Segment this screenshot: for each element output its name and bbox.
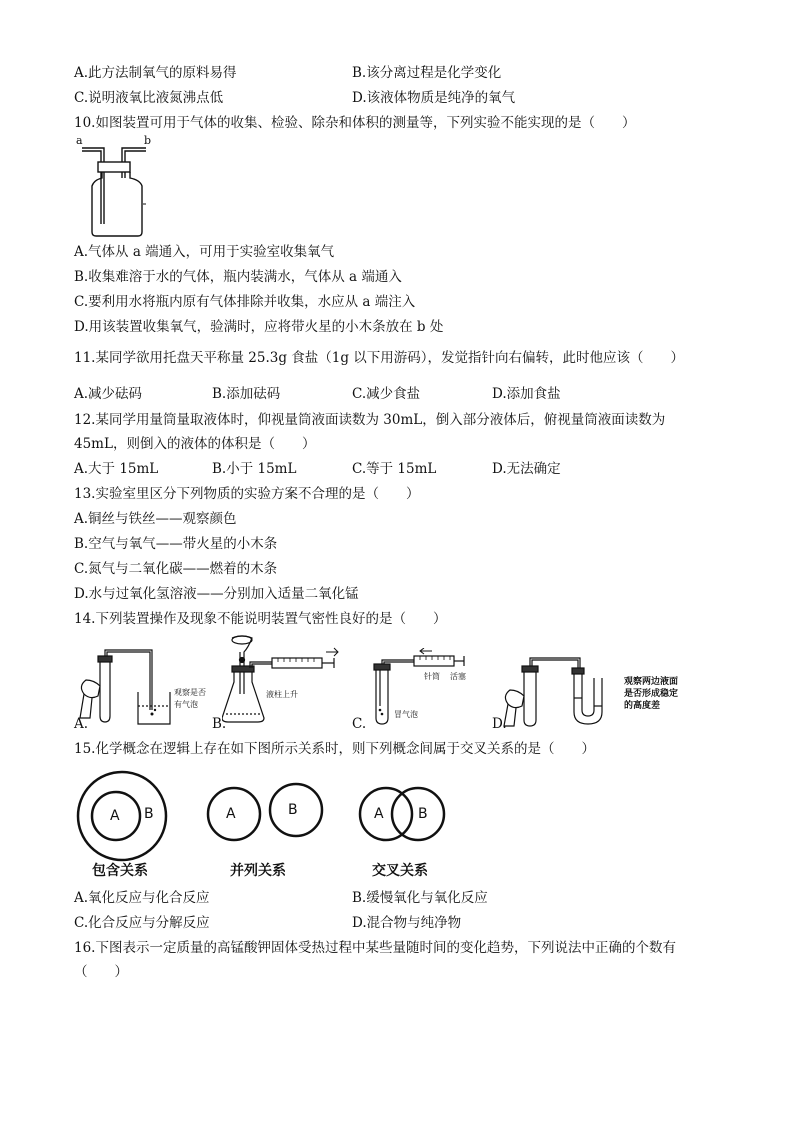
venn-inclusion [74,770,174,880]
q11-option-b: B.添加砝码 [212,386,281,402]
q12-option-b: B.小于 15mL [212,461,297,477]
q16-stem-line2: （ ） [74,964,128,980]
caption-bubbling: 冒气泡 [394,710,418,719]
caption-needle: 针筒 [424,672,440,681]
q13-option-d: D.水与过氧化氢溶液——分别加入适量二氧化锰 [74,586,359,602]
q13-option-c: C.氮气与二氧化碳——燃着的木条 [74,561,278,577]
caption-height-diff: 的高度差 [624,701,661,711]
q16-stem-line1: 16.下图表示一定质量的高锰酸钾固体受热过程中某些量随时间的变化趋势，下列说法中正确的个数有 [74,940,676,956]
q13-stem: 13.实验室里区分下列物质的实验方案不合理的是（ ） [74,486,420,502]
venn-inclusion-label: 包含关系 [92,863,148,879]
caption-observe: 观察是否 [174,688,206,697]
caption-bubbles: 有气泡 [174,700,198,709]
q12-stem-line2: 45mL，则倒入的液体的体积是（ ） [74,436,316,452]
q10-option-d: D.用该装置收集氧气，验满时，应将带火星的小木条放在 b 处 [74,319,444,335]
q12-option-c: C.等于 15mL [352,461,437,477]
q11-option-a: A.减少砝码 [74,386,143,402]
q11-option-c: C.减少食盐 [352,386,421,402]
q9-option-d: D.该液体物质是纯净的氧气 [352,90,516,106]
gas-bottle-figure [74,136,154,238]
q14-stem: 14.下列装置操作及现象不能说明装置气密性良好的是（ ） [74,611,447,627]
q9-option-a: A.此方法制氧气的原料易得 [74,65,237,81]
caption-observe-levels: 观察两边液面 [624,677,679,687]
q15-option-c: C.化合反应与分解反应 [74,915,210,931]
q10-option-a: A.气体从 a 端通入，可用于实验室收集氧气 [74,244,335,260]
q14-letter-b: B. [212,716,227,732]
q14-letter-d: D. [492,716,507,732]
q13-option-a: A.铜丝与铁丝——观察颜色 [74,511,237,527]
q11-option-d: D.添加食盐 [492,386,561,402]
q11-stem: 11.某同学欲用托盘天平称量 25.3g 食盐（1g 以下用游码），发觉指针向右偏转，此时他应该（ ） [74,350,685,366]
q14-figure-c [364,648,474,726]
q9-option-b: B.该分离过程是化学变化 [352,65,502,81]
q14-figure-a [74,640,214,730]
caption-stable: 是否形成稳定 [624,689,679,699]
tube-label-a: a [76,134,83,147]
q14-letter-a: A. [74,716,89,732]
q15-stem: 15.化学概念在逻辑上存在如下图所示关系时，则下列概念间属于交叉关系的是（ ） [74,741,595,757]
tube-label-b: b [144,134,152,147]
caption-piston: 活塞 [450,672,466,681]
venn-intersection-b: B [418,806,428,822]
venn-intersection [356,780,476,880]
venn-parallel-a: A [226,806,236,822]
q14-figure-b [222,634,342,728]
q14-letter-c: C. [352,716,367,732]
venn-parallel-b: B [288,802,298,818]
q10-option-c: C.要利用水将瓶内原有气体排除并收集，水应从 a 端注入 [74,294,416,310]
q15-option-b: B.缓慢氧化与氧化反应 [352,890,488,906]
q15-option-d: D.混合物与纯净物 [352,915,462,931]
venn-inclusion-b: B [144,806,154,822]
q14-figure-d [500,652,730,730]
q10-option-b: B.收集难溶于水的气体，瓶内装满水，气体从 a 端通入 [74,269,402,285]
q12-stem-line1: 12.某同学用量筒量取液体时，仰视量筒液面读数为 30mL，倒入部分液体后，俯视量筒液面读数为 [74,412,666,428]
q12-option-d: D.无法确定 [492,461,561,477]
q15-option-a: A.氧化反应与化合反应 [74,890,210,906]
venn-inclusion-a: A [110,808,120,824]
caption-liquid-rise: 液柱上升 [266,690,298,699]
venn-parallel-label: 并列关系 [230,863,286,879]
q9-option-c: C.说明液氧比液氮沸点低 [74,90,224,106]
q13-option-b: B.空气与氧气——带火星的小木条 [74,536,278,552]
venn-parallel [204,780,334,880]
q12-option-a: A.大于 15mL [74,461,159,477]
q10-stem: 10.如图装置可用于气体的收集、检验、除杂和体积的测量等，下列实验不能实现的是（ ） [74,115,636,131]
venn-intersection-label: 交叉关系 [372,863,428,879]
venn-intersection-a: A [374,806,384,822]
